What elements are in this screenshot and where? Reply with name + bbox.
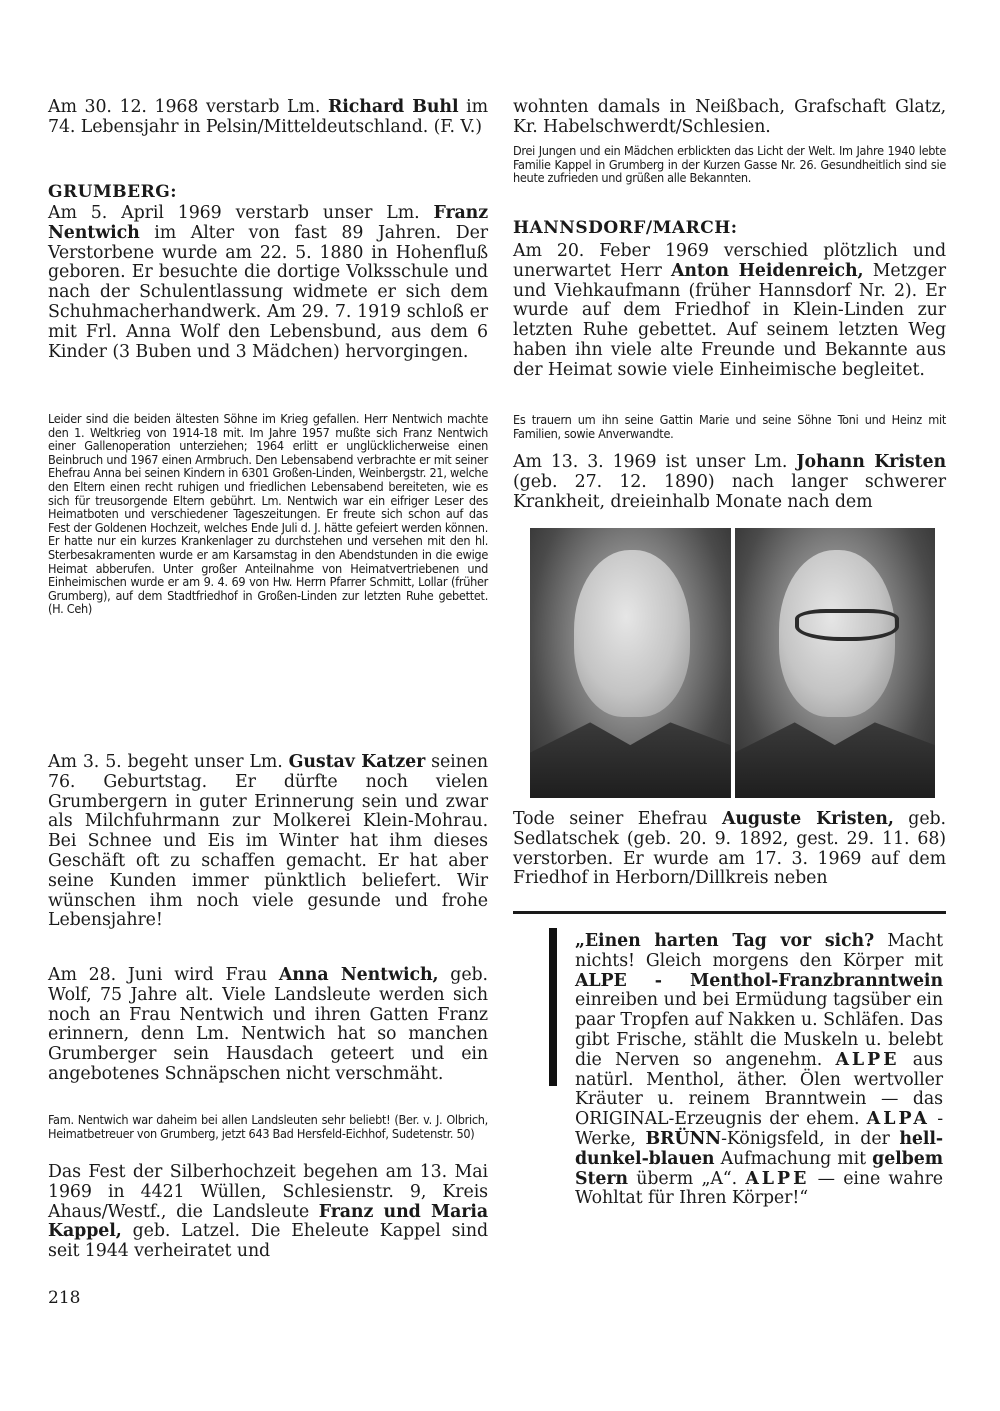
person-name: Gustav Katzer <box>288 752 426 772</box>
text: geb. Sedlatschek (geb. 20. 9. 1892, gest. 29. 11. 68) verstorben. Er wurde am 17. 3. 1969 auf dem Friedhof in Herborn/Dillkreis neben <box>513 809 946 889</box>
dress-shape <box>735 722 936 798</box>
obituary-nentwich-detail: Leider sind die beiden ältesten Söhne im Krieg gefallen. Herr Nentwich machte den 1. Weltkrieg von 1914-18 mit. Im Jahre 1957 mußte sich Franz Nentwich einer Gallenoperation unterziehen; 1964 erlitt er unglücklicherweise einen Beinbruch und 1967 einen Armbruch. Den Lebensabend verbrachte er mit seiner Ehefrau Anna bei seinen Kindern in 6301 Großen-Linden, Weinbergstr. 21, welche den Eltern einen recht ruhigen und friedlichen Lebensabend bereiteten, wie es sich für treusorgende Eltern gebührt. Lm. Nentwich war ein eifriger Leser des Heimatboten und verschiedener Tageszeitungen. Er freute sich schon auf das Fest der Goldenen Hochzeit, welches Ende Juli d. J. hätte gefeiert werden können. Er hatte nur ein kurzes Krankenlager zu durchstehen und versehen mit den hl. Sterbesakramenten wurde er am Karsamstag in den Abendstunden in die ewige Heimat abberufen. Unter großer Anteilnahme von Heimatvertriebenen und Einheimischen wurde er am 9. 4. 69 von Hw. Herrn Pfarrer Schmitt, Lollar (früher Grumberg), auf dem Stadtfriedhof in Großen-Linden zur letzten Ruhe gebettet. (H. Ceh) <box>48 411 488 617</box>
star-mark: gelbem Stern <box>575 1148 943 1189</box>
section-heading-hannsdorf: HANNSDORF/MARCH: <box>513 218 738 238</box>
text: — eine wahre Wohltat für Ihren Körper!“ <box>575 1168 943 1209</box>
product-name: ALPE - Menthol-Franzbranntwein <box>575 970 943 991</box>
text: Tode seiner Ehefrau <box>513 809 722 829</box>
person-name: Franz Nentwich <box>48 203 488 243</box>
text: im Alter von fast 89 Jahren. Der Verstorbene wurde am 22. 5. 1880 in Hohenfluß geboren. Er besuchte die dortige Volksschule und nach der Schulentlassung widmete er sich dem Schuhmacherhandwerk. Am 29. 7. 1919 schloß er mit Frl. Anna Wolf den Lebensbund, aus dem 6 Kinder (3 Buben und 3 Mädchen) hervorgingen. <box>48 222 488 362</box>
birthday-anna-nentwich <box>48 966 488 1085</box>
obituary-kristen <box>513 453 946 512</box>
text: Am 3. 5. begeht unser Lm. <box>48 752 289 772</box>
section-heading-grumberg: GRUMBERG: <box>48 182 178 202</box>
photo-auguste-kristen <box>735 528 936 798</box>
anniversary-kappel <box>48 1163 488 1262</box>
text: einreiben und bei Ermüdung tagsüber ein paar Tropfen auf Nakken u. Schläfen. Das gibt Frische, stählt die Muskeln u. belebt die Nerven so angenehm. <box>575 990 943 1070</box>
text: (geb. 27. 12. 1890) nach langer schwerer Krankheit, dreieinhalb Monate nach dem <box>513 471 946 512</box>
obituary-buhl <box>48 98 488 138</box>
brand-name: ALPA <box>866 1109 930 1130</box>
obituary-nentwich <box>48 204 488 362</box>
person-name: Anna Nentwich, <box>278 965 439 985</box>
ad-text <box>575 932 943 1209</box>
text: geb. Latzel. Die Eheleute Kappel sind seit 1944 verheiratet und <box>48 1221 488 1262</box>
person-name: Anton Heidenreich, <box>670 260 864 281</box>
text: im 74. Lebensjahr in Pelsin/Mitteldeutschland. (F. V.) <box>48 97 488 137</box>
text: überm „A“. <box>627 1168 746 1189</box>
text: seinen 76. Geburtstag. Er dürfte noch vielen Grumbergern in guter Erinnerung sein und zwar als Milchfuhrmann zur Molkerei Klein-Mohrau. Bei Schnee und Eis im Winter hat ihm dieses Geschäft oft zu schaffen gemacht. Er hat aber seine Kunden immer pünktlich beliefert. Wir wünschen ihm noch viele gesunde und frohe Lebensjahre! <box>48 752 488 931</box>
obituary-kristen-continued <box>513 810 946 889</box>
portrait-photos <box>530 528 935 798</box>
anniversary-kappel-continued: wohnten damals in Neißbach, Grafschaft Glatz, Kr. Habelschwerdt/Schlesien. <box>513 97 946 137</box>
obituary-heidenreich <box>513 242 946 381</box>
face-shape <box>574 550 690 717</box>
kappel-family-note: Drei Jungen und ein Mädchen erblickten das Licht der Welt. Im Jahre 1940 lebte Familie Kappel in Grumberg in der Kurzen Gasse Nr. 26. Gesundheitlich sind sie heute zufrieden und grüßen alle Bekannten. <box>513 143 946 186</box>
text: Das Fest der Silberhochzeit begehen am 13. Mai 1969 in 4421 Wüllen, Schlesienstr. 9, Kreis Ahaus/Westf., die Landsleute <box>48 1162 488 1222</box>
family-note: Fam. Nentwich war daheim bei allen Landsleuten sehr beliebt! (Ber. v. J. Olbrich, Heimatbetreuer von Grumberg, jetzt 643 Bad Hersfeld-Eichhof, Sudetenstr. 50) <box>48 1112 488 1141</box>
text: - Werke, <box>575 1109 943 1149</box>
brand-name: ALPE <box>745 1168 810 1189</box>
person-name: Richard Buhl <box>327 97 459 117</box>
photo-johann-kristen <box>530 528 731 798</box>
person-name: Johann Kristen <box>796 452 946 472</box>
text: Am 28. Juni wird Frau <box>48 965 279 985</box>
text: Macht nichts! Gleich morgens den Körper mit <box>575 931 943 971</box>
text: Am 30. 12. 1968 verstarb Lm. <box>48 97 328 117</box>
text: Am 5. April 1969 verstarb unser Lm. <box>48 203 434 223</box>
city-name: BRÜNN <box>645 1128 722 1149</box>
divider-rule <box>513 911 946 914</box>
text: aus natürl. Menthol, äther. Ölen wertvoller Kräuter u. reinem Branntwein — das ORIGINAL-Erzeugnis der ehem. <box>575 1049 943 1130</box>
text: Am 20. Feber 1969 verschied plötzlich und unerwartet Herr <box>513 241 946 281</box>
ad-side-bar <box>549 928 557 1086</box>
brand-name: ALPE <box>835 1049 900 1070</box>
text: geb. Wolf, 75 Jahre alt. Viele Landsleute werden sich noch an Frau Nentwich und ihren Gatten Franz erinnern, denn Lm. Nentwich hat so manchen Grumberger sein Hausdach geteert und ein angebotenes Schnäpschen nicht verschmäht. <box>48 965 488 1084</box>
birthday-katzer <box>48 753 488 931</box>
page-number: 218 <box>48 1288 81 1308</box>
suit-shape <box>530 722 731 798</box>
person-name: Auguste Kristen, <box>721 809 894 829</box>
person-name: Franz und Maria Kappel, <box>48 1201 488 1242</box>
mourners-note: Es trauern um ihn seine Gattin Marie und seine Söhne Toni und Heinz mit Familien, sowie Anverwandte. <box>513 412 946 441</box>
text: Am 13. 3. 1969 ist unser Lm. <box>513 452 797 472</box>
text: Metzger und Viehkaufmann (früher Hannsdorf Nr. 2). Er wurde auf dem Friedhof in Klein-Linden zur letzten Ruhe gebettet. Auf seinem letzten Weg haben ihn viele alte Freunde und Bekannte aus der Heimat sowie viele Einheimische begleitet. <box>513 260 946 380</box>
text: Aufmachung mit <box>714 1148 873 1169</box>
glasses-shape <box>795 609 899 641</box>
ad-headline: „Einen harten Tag vor sich? <box>575 931 875 951</box>
packaging-colors: hell-dunkel-blauen <box>575 1128 943 1169</box>
text: -Königsfeld, in der <box>721 1128 900 1149</box>
